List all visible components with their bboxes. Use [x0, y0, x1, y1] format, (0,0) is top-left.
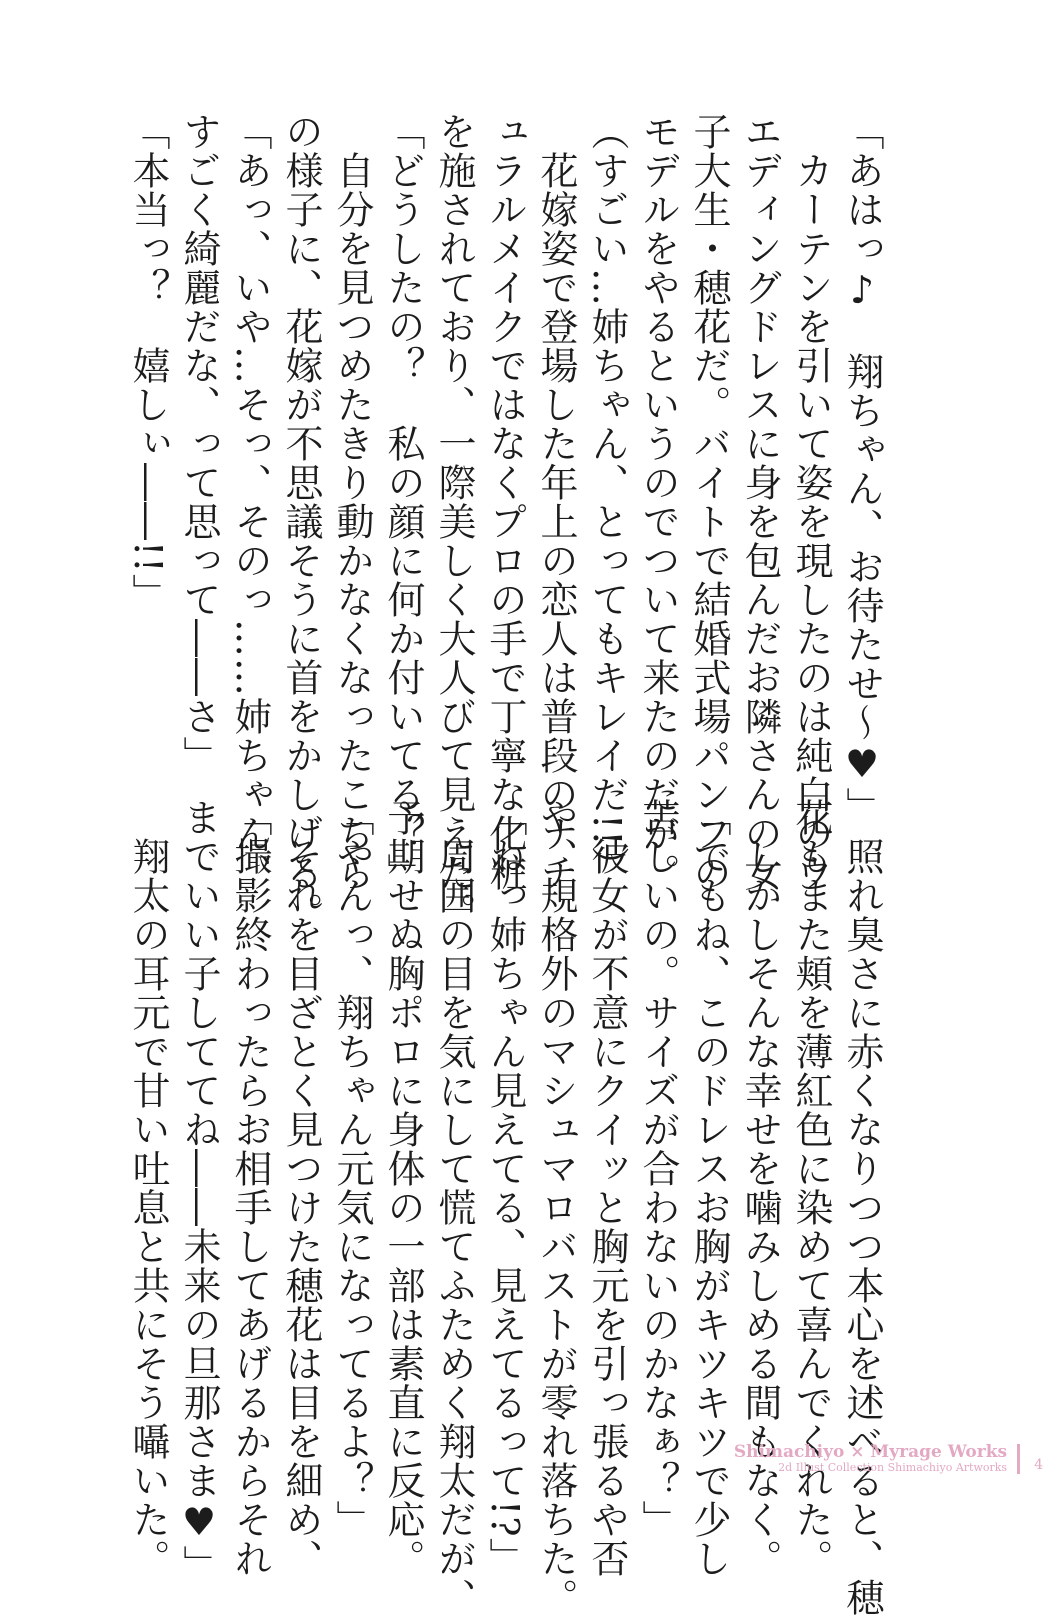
text-line: 自分を見つめたきり動かなくなったこちら	[330, 112, 374, 892]
page-footer	[734, 1443, 1043, 1474]
text-line: 予期せぬ胸ポロに身体の一部は素直に反応。	[381, 798, 425, 1578]
text-line: すごく綺麗だな、って思って――さ」	[177, 112, 221, 775]
footer-divider	[1017, 1444, 1020, 1474]
footer-title: Shimachiyo × Myrage Works	[733, 1442, 1008, 1462]
text-line: 「やんっ、翔ちゃん元気になってるよ？」	[330, 798, 374, 1539]
text-line: 「でもね、このドレスお胸がキツキツで少し	[687, 798, 731, 1578]
top-text-block	[122, 112, 887, 931]
text-line: 彼女が不意にクイッと胸元を引っ張るや否	[585, 798, 629, 1578]
text-line: の様子に、花嫁が不思議そうに首をかしげる。	[279, 112, 323, 931]
text-line: モデルをやるというのでついて来たのだが。	[636, 112, 680, 892]
text-line: を施されており、一際美しく大人びて見えた。	[432, 112, 476, 931]
text-line: （すごい…姉ちゃん、とってもキレイだ!!）	[585, 112, 629, 886]
text-line: 周囲の目を気にして慌てふためく翔太だが、	[432, 798, 476, 1617]
text-line: 「撮影終わったらお相手してあげるからそれ	[228, 798, 272, 1578]
text-line: 「どうしたの？ 私の顔に何か付いてる？」	[381, 112, 425, 892]
text-line: 「あっ、いや…そっ、そのっ……姉ちゃん、	[228, 112, 272, 892]
text-line: カーテンを引いて姿を現したのは純白のウ	[789, 112, 833, 892]
text-line: までいい子しててね――未来の旦那さま♥」	[177, 798, 221, 1584]
text-line: 子大生・穂花だ。バイトで結婚式場パンフの	[687, 112, 731, 892]
text-line: 「あはっ♪ 翔ちゃん、お待たせ〜♥」	[840, 112, 884, 826]
footer-subtitle: 2d Illust Collection Shimachiyo Artworks	[778, 1461, 1008, 1474]
text-line: 翔太の耳元で甘い吐息と共にそう囁いた。	[126, 798, 170, 1578]
text-line: 「本当っ？ 嬉しぃ――!!」	[126, 112, 170, 613]
text-line: 照れ臭さに赤くなりつつ本心を述べると、穂	[840, 798, 884, 1617]
text-line: しかしそんな幸せを噛みしめる間もなく。	[738, 798, 782, 1578]
text-line: ュラルメイクではなくプロの手で丁寧な化粧	[483, 112, 527, 892]
text-line: 「ねっ姉ちゃん見えてる、見えてるって!?」	[483, 798, 527, 1577]
text-line: 花もまた頬を薄紅色に染めて喜んでくれた。	[789, 798, 833, 1578]
text-line: 花嫁姿で登場した年上の恋人は普段のナチ	[534, 112, 578, 892]
text-line: エディングドレスに身を包んだお隣さんの女	[738, 112, 782, 892]
text-line: や、規格外のマシュマロバストが零れ落ちた。	[534, 798, 578, 1617]
page-number: 4	[1034, 1457, 1043, 1473]
text-line: 苦しいの。サイズが合わないのかなぁ？」	[636, 798, 680, 1539]
footer-credit	[734, 1443, 1007, 1474]
text-line: それを目ざとく見つけた穂花は目を細め、	[279, 798, 323, 1578]
